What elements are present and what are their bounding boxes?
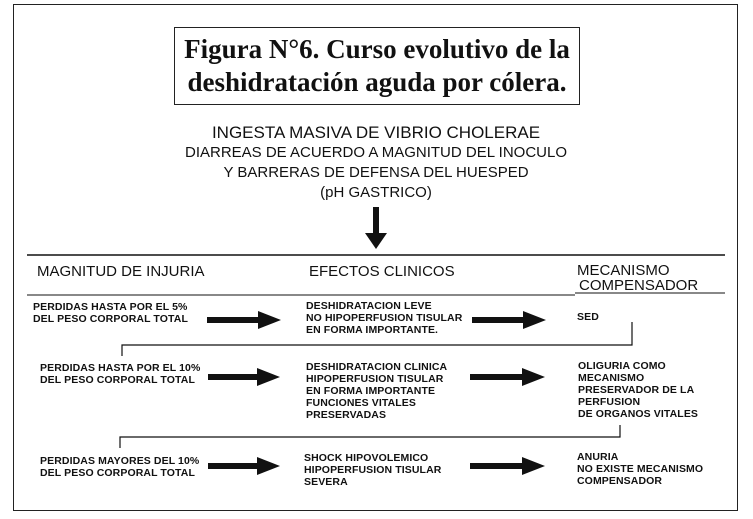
intro-line-4: (pH GASTRICO) bbox=[320, 184, 432, 201]
row-3-mechanism bbox=[577, 451, 703, 487]
row-1-injury-line: DEL PESO CORPORAL TOTAL bbox=[33, 313, 188, 325]
row-3-effects bbox=[304, 452, 441, 488]
intro-line-1: INGESTA MASIVA DE VIBRIO CHOLERAE bbox=[211, 123, 541, 142]
row-1-mechanism-line: SED bbox=[577, 311, 599, 323]
row-2-effects-line: DESHIDRATACION CLINICA bbox=[306, 361, 448, 373]
header-mechanism bbox=[577, 263, 698, 293]
row-2-effects-line: EN FORMA IMPORTANTE bbox=[306, 385, 436, 397]
row-2-mechanism-line: MECANISMO bbox=[578, 372, 645, 384]
row-3-mechanism-line: ANURIA bbox=[577, 451, 619, 463]
row-3-mechanism-line: COMPENSADOR bbox=[577, 475, 663, 487]
arrow-right-icon bbox=[208, 368, 280, 386]
row-1-effects-line: EN FORMA IMPORTANTE. bbox=[306, 324, 439, 336]
row-2-effects-line: HIPOPERFUSION TISULAR bbox=[306, 373, 444, 385]
intro-line-3: Y BARRERAS DE DEFENSA DEL HUESPED bbox=[223, 164, 529, 181]
header-injury: MAGNITUD DE INJURIA bbox=[37, 263, 205, 280]
figure-title-line-2: deshidratación aguda por cólera. bbox=[187, 67, 567, 97]
row-2-injury-line: PERDIDAS HASTA POR EL 10% bbox=[40, 362, 201, 374]
down-arrow-icon bbox=[365, 207, 387, 249]
row-2-mechanism-line: DE ORGANOS VITALES bbox=[578, 408, 699, 420]
arrow-right-icon bbox=[207, 311, 281, 329]
row-1-effects bbox=[306, 300, 462, 336]
row-3-injury bbox=[40, 455, 199, 479]
row-1-mechanism bbox=[577, 311, 599, 323]
figure-title-line-1: Figura N°6. Curso evolutivo de la bbox=[184, 34, 570, 64]
row-2-mechanism-line: PERFUSION bbox=[578, 396, 641, 408]
header-mechanism-line-1: MECANISMO bbox=[577, 262, 670, 279]
row-2-effects-line: PRESERVADAS bbox=[306, 409, 387, 421]
row-2-mechanism-line: OLIGURIA COMO bbox=[578, 360, 666, 372]
row-2-injury bbox=[40, 362, 200, 386]
row-1-injury bbox=[33, 301, 188, 325]
row-1-injury-line: PERDIDAS HASTA POR EL 5% bbox=[33, 301, 188, 313]
header-effects: EFECTOS CLINICOS bbox=[309, 263, 455, 280]
row-3-injury-line: DEL PESO CORPORAL TOTAL bbox=[40, 467, 195, 479]
arrow-right-icon bbox=[208, 457, 280, 475]
intro-line-2: DIARREAS DE ACUERDO A MAGNITUD DEL INOCULO bbox=[184, 144, 568, 161]
row-2-effects bbox=[306, 361, 447, 421]
row-1-effects-line: NO HIPOPERFUSION TISULAR bbox=[306, 312, 463, 324]
row-3-effects-line: SHOCK HIPOVOLEMICO bbox=[304, 452, 429, 464]
arrow-right-icon bbox=[472, 311, 546, 329]
row-2-mechanism bbox=[578, 360, 698, 420]
arrow-right-icon bbox=[470, 368, 545, 386]
row-2-effects-line: FUNCIONES VITALES bbox=[306, 397, 417, 409]
row-3-mechanism-line: NO EXISTE MECANISMO bbox=[577, 463, 704, 475]
row-2-injury-line: DEL PESO CORPORAL TOTAL bbox=[40, 374, 195, 386]
row-connector-2 bbox=[120, 425, 620, 448]
row-1-effects-line: DESHIDRATACION LEVE bbox=[306, 300, 432, 312]
row-3-injury-line: PERDIDAS MAYORES DEL 10% bbox=[40, 455, 200, 467]
row-2-mechanism-line: PRESERVADOR DE LA bbox=[578, 384, 695, 396]
row-3-effects-line: HIPOPERFUSION TISULAR bbox=[304, 464, 442, 476]
header-mechanism-line-2: COMPENSADOR bbox=[579, 277, 699, 294]
arrow-right-icon bbox=[470, 457, 545, 475]
row-3-effects-line: SEVERA bbox=[304, 476, 348, 488]
